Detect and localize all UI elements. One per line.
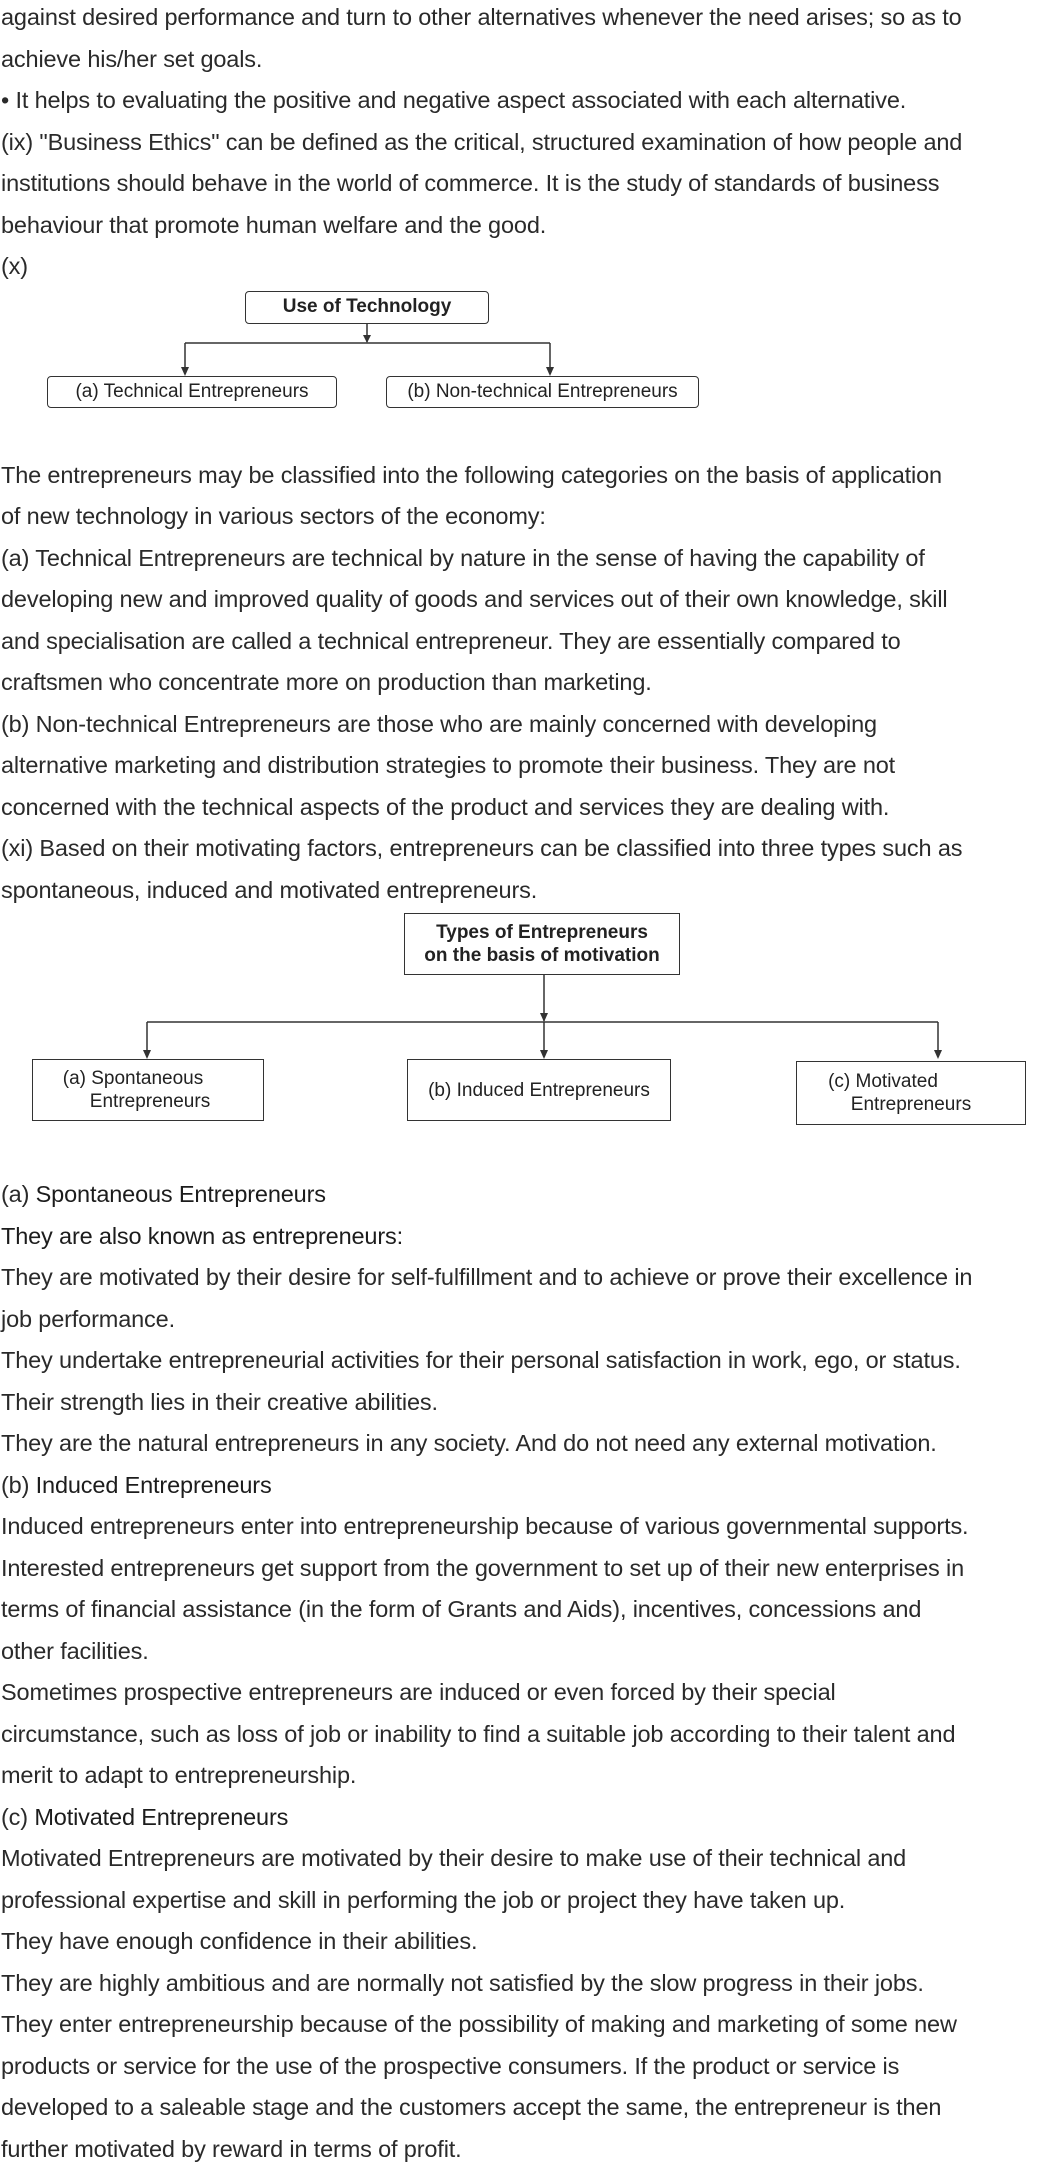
text-line: achieve his/her set goals.	[1, 39, 1053, 81]
motivated-box-line2: Entrepreneurs	[851, 1093, 971, 1116]
text-line: developed to a saleable stage and the customers accept the same, the entrepreneur is then	[1, 2087, 1053, 2129]
text-line: further motivated by reward in terms of profit.	[1, 2129, 1053, 2170]
text-line: circumstance, such as loss of job or inability to find a suitable job according to their talent and	[1, 1714, 1053, 1756]
text-line: (a) Technical Entrepreneurs are technical by nature in the sense of having the capability of	[1, 538, 1053, 580]
section-heading-text: Motivated Entrepreneurs	[34, 1804, 288, 1830]
text-line: and specialisation are called a technical entrepreneur. They are essentially compared to	[1, 621, 1053, 663]
text-line: (ix) "Business Ethics" can be defined as the critical, structured examination of how people and	[1, 122, 1053, 164]
section-heading-text: Spontaneous Entrepreneurs	[36, 1181, 326, 1207]
motivation-diagram	[1, 911, 1053, 1174]
text-block-top	[1, 0, 1053, 288]
spontaneous-box-line2: Entrepreneurs	[90, 1090, 210, 1113]
text-line: They undertake entrepreneurial activities for their personal satisfaction in work, ego, or status.	[1, 1340, 1053, 1382]
induced-entrepreneurs-box: (b) Induced Entrepreneurs	[407, 1059, 671, 1121]
text-line: Motivated Entrepreneurs are motivated by their desire to make use of their technical and	[1, 1838, 1053, 1880]
section-heading-text: Induced Entrepreneurs	[36, 1472, 272, 1498]
text-line: job performance.	[1, 1299, 1053, 1341]
text-line: Their strength lies in their creative abilities.	[1, 1382, 1053, 1424]
text-line: (b) Non-technical Entrepreneurs are those who are mainly concerned with developing	[1, 704, 1053, 746]
text-line: They enter entrepreneurship because of the possibility of making and marketing of some new	[1, 2004, 1053, 2046]
types-box-line2: on the basis of motivation	[424, 944, 659, 967]
text-line: professional expertise and skill in performing the job or project they have taken up.	[1, 1880, 1053, 1922]
section-spontaneous	[1, 1174, 1053, 1465]
text-line: merit to adapt to entrepreneurship.	[1, 1755, 1053, 1797]
document-page	[1, 0, 1053, 2170]
text-line: institutions should behave in the world of commerce. It is the study of standards of business	[1, 163, 1053, 205]
section-subheading	[1, 1216, 1053, 1258]
section-prefix: (a)	[1, 1181, 36, 1207]
motivated-box-line1: (c) Motivated	[828, 1070, 938, 1093]
text-line: concerned with the technical aspects of the product and services they are dealing with.	[1, 787, 1053, 829]
text-line: products or service for the use of the prospective consumers. If the product or service is	[1, 2046, 1053, 2088]
section-heading	[1, 1797, 1053, 1839]
text-line: The entrepreneurs may be classified into the following categories on the basis of application	[1, 455, 1053, 497]
section-subheading-text: They are also known as entrepreneurs:	[1, 1223, 403, 1249]
text-line: other facilities.	[1, 1631, 1053, 1673]
spontaneous-entrepreneurs-box	[32, 1059, 264, 1121]
technical-entrepreneurs-box: (a) Technical Entrepreneurs	[47, 376, 337, 408]
text-line: (x)	[1, 246, 1053, 288]
text-line: They have enough confidence in their abilities.	[1, 1921, 1053, 1963]
text-line: alternative marketing and distribution strategies to promote their business. They are not	[1, 745, 1053, 787]
spontaneous-box-line1: (a) Spontaneous	[63, 1067, 204, 1090]
section-heading	[1, 1174, 1053, 1216]
text-line: craftsmen who concentrate more on production than marketing.	[1, 662, 1053, 704]
text-line: against desired performance and turn to other alternatives whenever the need arises; so as to	[1, 0, 1053, 39]
text-line: of new technology in various sectors of the economy:	[1, 496, 1053, 538]
use-of-technology-box: Use of Technology	[245, 291, 489, 324]
text-line: spontaneous, induced and motivated entrepreneurs.	[1, 870, 1053, 912]
types-box-line1: Types of Entrepreneurs	[436, 921, 648, 944]
text-line: Induced entrepreneurs enter into entrepreneurship because of various governmental supports.	[1, 1506, 1053, 1548]
section-heading	[1, 1465, 1053, 1507]
text-line: Interested entrepreneurs get support from the government to set up of their new enterprises in	[1, 1548, 1053, 1590]
types-of-entrepreneurs-box	[404, 913, 680, 975]
text-line: They are highly ambitious and are normally not satisfied by the slow progress in their jobs.	[1, 1963, 1053, 2005]
text-line: Sometimes prospective entrepreneurs are induced or even forced by their special	[1, 1672, 1053, 1714]
non-technical-entrepreneurs-box: (b) Non-technical Entrepreneurs	[386, 376, 699, 408]
text-line: • It helps to evaluating the positive and negative aspect associated with each alternative.	[1, 80, 1053, 122]
text-line: behaviour that promote human welfare and the good.	[1, 205, 1053, 247]
text-line: They are the natural entrepreneurs in any society. And do not need any external motivation.	[1, 1423, 1053, 1465]
section-motivated	[1, 1797, 1053, 2170]
section-prefix: (b)	[1, 1472, 36, 1498]
section-prefix: (c)	[1, 1804, 34, 1830]
technology-diagram	[1, 288, 1053, 455]
text-line: (xi) Based on their motivating factors, entrepreneurs can be classified into three types such as	[1, 828, 1053, 870]
text-block-mid	[1, 455, 1053, 912]
text-line: terms of financial assistance (in the form of Grants and Aids), incentives, concessions and	[1, 1589, 1053, 1631]
text-line: developing new and improved quality of goods and services out of their own knowledge, skill	[1, 579, 1053, 621]
motivated-entrepreneurs-box	[796, 1061, 1026, 1125]
technology-diagram-connectors	[1, 288, 1053, 455]
section-induced	[1, 1465, 1053, 1797]
text-line: They are motivated by their desire for self-fulfillment and to achieve or prove their excellence in	[1, 1257, 1053, 1299]
